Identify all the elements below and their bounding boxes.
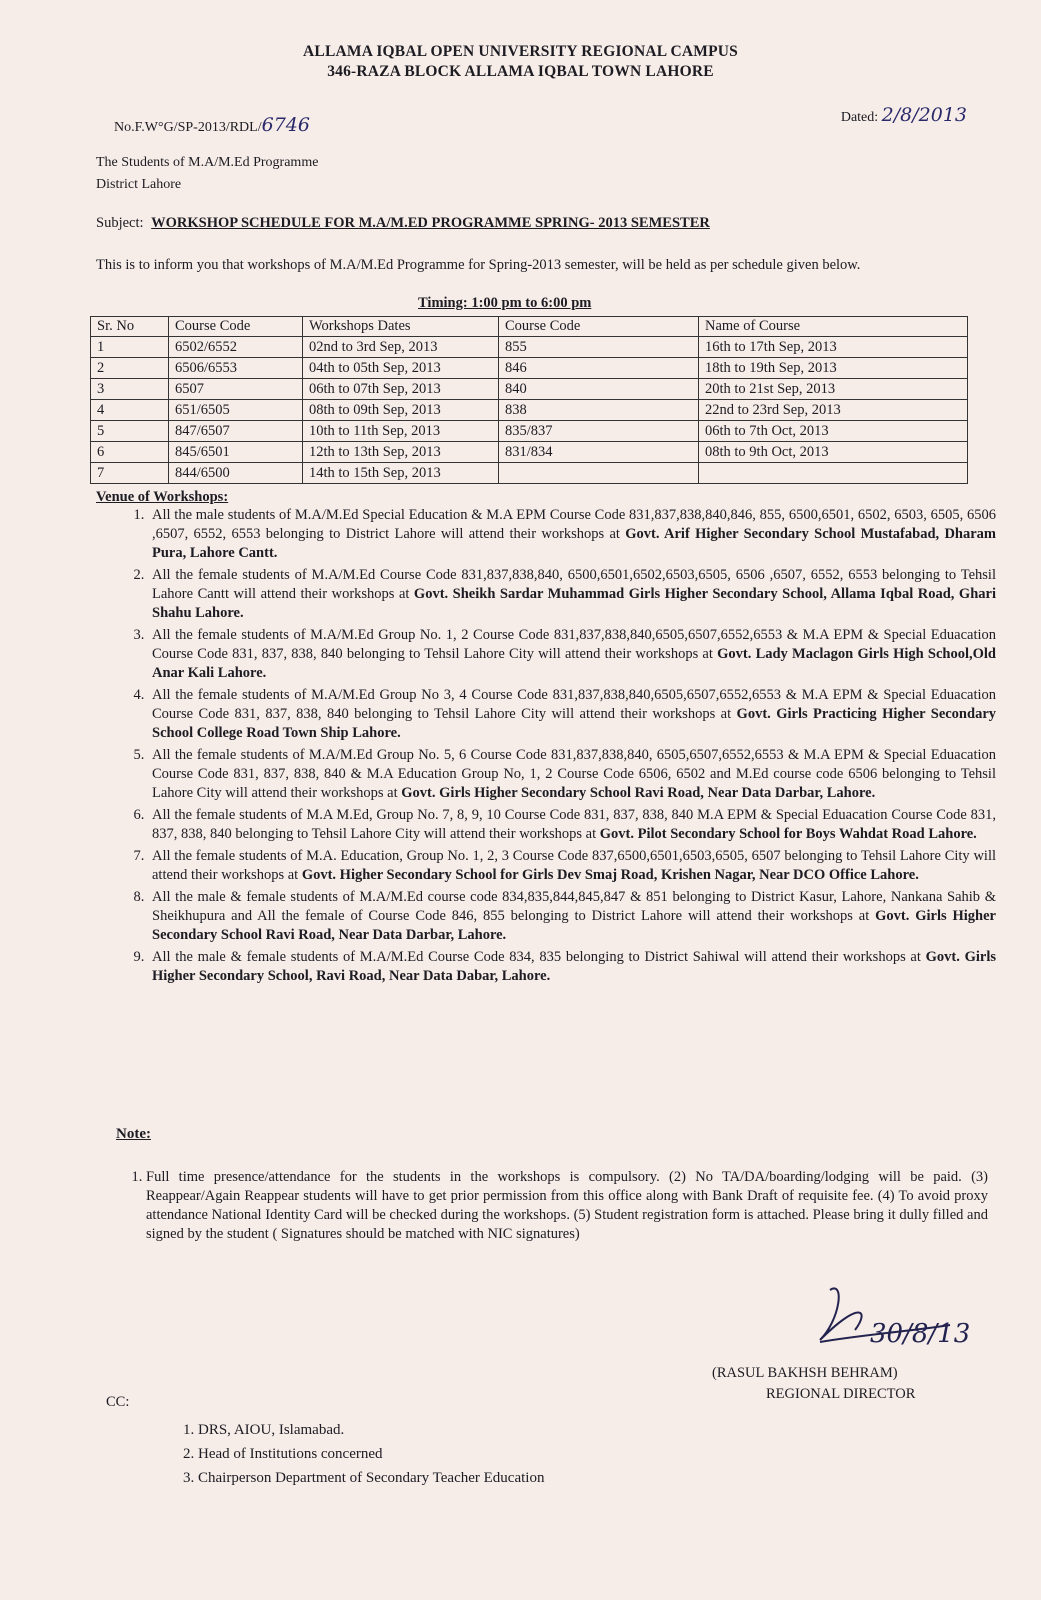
venue-text: All the male & female students of M.A/M.Ed Course Code 834, 835 belonging to District Sahiwal will attend their workshops at <box>152 949 926 965</box>
list-item <box>148 566 996 623</box>
reference-number <box>114 114 310 136</box>
table-cell: 10th to 11th Sep, 2013 <box>303 421 499 442</box>
list-item <box>148 626 996 683</box>
table-cell: 12th to 13th Sep, 2013 <box>303 442 499 463</box>
note-item: 1. Full time presence/attendance for the students in the workshops is compulsory. (2) No TA/DA/boarding/lodging will be paid. (3) Reappear/Again Reappear students will have to get prior permission from this office along with Bank Draft of requisite fee. (4) To avoid proxy attendance National Identity Card will be checked during the workshops. (5) Student registration form is attached. Please bring it dully filled and signed by the student ( Signatures should be matched with NIC signatures) <box>146 1168 988 1244</box>
table-cell <box>499 463 699 484</box>
table-cell: 4 <box>91 400 169 421</box>
subject-text: WORKSHOP SCHEDULE FOR M.A/M.ED PROGRAMME SPRING- 2013 SEMESTER <box>151 215 710 231</box>
table-cell: 08th to 9th Oct, 2013 <box>699 442 968 463</box>
signatory-name: (RASUL BAKHSH BEHRAM) <box>712 1365 898 1381</box>
table-row <box>91 463 968 484</box>
subject-line <box>96 215 710 232</box>
list-item <box>148 506 996 563</box>
addressee-line-1: The Students of M.A/M.Ed Programme <box>96 155 319 170</box>
venue-place: Govt. Lady Maclagon Girls High School,Old Anar Kali Lahore. <box>152 646 996 681</box>
header-course-code: Course Code <box>169 317 303 337</box>
table-cell: 18th to 19th Sep, 2013 <box>699 358 968 379</box>
note-heading: Note: <box>116 1126 151 1142</box>
table-row <box>91 358 968 379</box>
intro-paragraph: This is to inform you that workshops of M.A/M.Ed Programme for Spring-2013 semester, will be held as per schedule given below. <box>96 257 861 273</box>
list-item <box>148 686 996 743</box>
venue-place: Govt. Girls Higher Secondary School, Ravi Road, Near Data Dabar, Lahore. <box>152 949 996 984</box>
table-cell: 6507 <box>169 379 303 400</box>
signature-mark <box>800 1280 971 1360</box>
header-sr-no: Sr. No <box>91 317 169 337</box>
subject-label: Subject: <box>96 215 144 231</box>
table-cell: 08th to 09th Sep, 2013 <box>303 400 499 421</box>
table-cell: 20th to 21st Sep, 2013 <box>699 379 968 400</box>
table-cell: 16th to 17th Sep, 2013 <box>699 337 968 358</box>
letterhead-line-1: ALLAMA IQBAL OPEN UNIVERSITY REGIONAL CAMPUS <box>303 43 738 60</box>
table-cell: 846 <box>499 358 699 379</box>
cc-list <box>170 1418 544 1490</box>
table-cell: 847/6507 <box>169 421 303 442</box>
venue-text: All the male & female students of M.A/M.Ed course code 834,835,844,845,847 & 851 belonging to District Kasur, Lahore, Nankana Sahib & Sheikhupura and All the female of Course Code 846, 855 belonging to District Lahore will attend their workshops at <box>152 889 996 924</box>
venue-text: All the female students of M.A/M.Ed Group No. 5, 6 Course Code 831,837,838,840, 6505,6507,6552,6553 & M.A EPM & Special Eduacation Course Code 831, 837, 838, 840 & M.A Education Group No, 1, 2 Course Code 6506, 6502 and M.Ed course code 6506 belonging to Tehsil Lahore City will attend their workshops at <box>152 747 996 801</box>
dated-line <box>841 104 967 126</box>
table-row <box>91 442 968 463</box>
venue-text: All the female students of M.A/M.Ed Group No. 1, 2 Course Code 831,837,838,840,6505,6507,6552,6553 & M.A EPM & Special Eduacation Course Code 831, 837, 838, 840 belonging to Tehsil Lahore City will attend their workshops at <box>152 627 996 662</box>
venue-place: Govt. Pilot Secondary School for Boys Wahdat Road Lahore. <box>599 826 977 842</box>
venue-text: All the female students of M.A/M.Ed Group No 3, 4 Course Code 831,837,838,840,6505,6507,6552,6553 & M.A EPM & Special Eduacation Course Code 831, 837, 838, 840 belonging to Tehsil Lahore City will attend their workshops at <box>152 687 996 722</box>
note-list <box>116 1168 988 1244</box>
list-item: 3. Chairperson Department of Secondary Teacher Education <box>198 1466 544 1490</box>
venue-text: All the female students of M.A. Education, Group No. 1, 2, 3 Course Code 837,6500,6501,6503,6505, 6507 belonging to Tehsil Lahore City will attend their workshops at <box>152 848 996 883</box>
venue-text: All the female students of M.A M.Ed, Group No. 7, 8, 9, 10 Course Code 831, 837, 838, 840 M.A EPM & Special Eduacation Course Code 831, 837, 838, 840 belonging to Tehsil Lahore City will attend their workshops at <box>152 807 996 842</box>
timing-heading: Timing: 1:00 pm to 6:00 pm <box>418 295 592 311</box>
letterhead-line-2: 346-RAZA BLOCK ALLAMA IQBAL TOWN LAHORE <box>327 63 714 80</box>
list-item <box>148 847 996 885</box>
addressee-line-2: District Lahore <box>96 177 182 192</box>
signatory <box>712 1363 915 1405</box>
reference-label: No.F.W°G/SP-2013/RDL/ <box>114 120 262 135</box>
header-course-code-2: Course Code <box>499 317 699 337</box>
table-cell: 651/6505 <box>169 400 303 421</box>
header-workshop-dates: Workshops Dates <box>303 317 499 337</box>
venue-place: Govt. Girls Higher Secondary School Ravi Road, Near Data Darbar, Lahore. <box>401 785 876 801</box>
signatory-title: REGIONAL DIRECTOR <box>766 1386 916 1402</box>
table-cell: 1 <box>91 337 169 358</box>
schedule-header-row <box>91 317 968 337</box>
table-cell: 840 <box>499 379 699 400</box>
venue-place: Govt. Girls Higher Secondary School Ravi Road, Near Data Darbar, Lahore. <box>152 908 996 943</box>
venue-place: Govt. Sheikh Sardar Muhammad Girls Higher Secondary School, Allama Iqbal Road, Ghari Shahu Lahore. <box>152 586 996 621</box>
list-item <box>148 948 996 986</box>
table-cell: 22nd to 23rd Sep, 2013 <box>699 400 968 421</box>
table-cell: 831/834 <box>499 442 699 463</box>
venue-place: Govt. Arif Higher Secondary School Mustafabad, Dharam Pura, Lahore Cantt. <box>152 526 996 561</box>
venue-place: Govt. Higher Secondary School for Girls Dev Smaj Road, Krishen Nagar, Near DCO Office Lahore. <box>301 867 919 883</box>
venue-list <box>116 506 996 989</box>
table-cell: 14th to 15th Sep, 2013 <box>303 463 499 484</box>
table-cell: 3 <box>91 379 169 400</box>
table-row <box>91 421 968 442</box>
table-row <box>91 400 968 421</box>
list-item: 1. DRS, AIOU, Islamabad. <box>198 1418 544 1442</box>
list-item: 2. Head of Institutions concerned <box>198 1442 544 1466</box>
table-cell: 6 <box>91 442 169 463</box>
signature-date: 30/8/13 <box>870 1319 971 1349</box>
venue-text: All the male students of M.A/M.Ed Special Education & M.A EPM Course Code 831,837,838,840,846, 855, 6500,6501, 6502, 6503, 6505, 6506 ,6507, 6552, 6553 belonging to District Lahore will attend their workshops at <box>152 507 996 542</box>
table-cell: 02nd to 3rd Sep, 2013 <box>303 337 499 358</box>
table-cell: 835/837 <box>499 421 699 442</box>
table-cell: 06th to 7th Oct, 2013 <box>699 421 968 442</box>
table-cell: 845/6501 <box>169 442 303 463</box>
cc-label: CC: <box>106 1394 130 1410</box>
table-cell: 5 <box>91 421 169 442</box>
table-row <box>91 379 968 400</box>
list-item <box>148 746 996 803</box>
table-cell: 838 <box>499 400 699 421</box>
list-item <box>148 888 996 945</box>
venue-text: All the female students of M.A/M.Ed Course Code 831,837,838,840, 6500,6501,6502,6503,6505, 6506 ,6507, 6552, 6553 belonging to Tehsil Lahore Cantt will attend their workshops at <box>152 567 996 602</box>
list-item <box>148 806 996 844</box>
table-cell: 6502/6552 <box>169 337 303 358</box>
schedule-table <box>90 316 968 484</box>
table-cell: 04th to 05th Sep, 2013 <box>303 358 499 379</box>
addressee <box>96 152 318 196</box>
table-cell: 844/6500 <box>169 463 303 484</box>
table-cell: 6506/6553 <box>169 358 303 379</box>
table-cell: 855 <box>499 337 699 358</box>
dated-handwritten-value: 2/8/2013 <box>881 104 967 126</box>
header-name-of-course: Name of Course <box>699 317 968 337</box>
table-cell: 7 <box>91 463 169 484</box>
venue-place: Govt. Girls Practicing Higher Secondary School College Road Town Ship Lahore. <box>152 706 996 741</box>
table-cell: 06th to 07th Sep, 2013 <box>303 379 499 400</box>
table-cell: 2 <box>91 358 169 379</box>
reference-handwritten-number: 6746 <box>261 114 310 136</box>
dated-label: Dated: <box>840 110 879 125</box>
table-cell <box>699 463 968 484</box>
venue-heading: Venue of Workshops: <box>96 489 229 505</box>
table-row <box>91 337 968 358</box>
letterhead <box>0 42 1041 82</box>
